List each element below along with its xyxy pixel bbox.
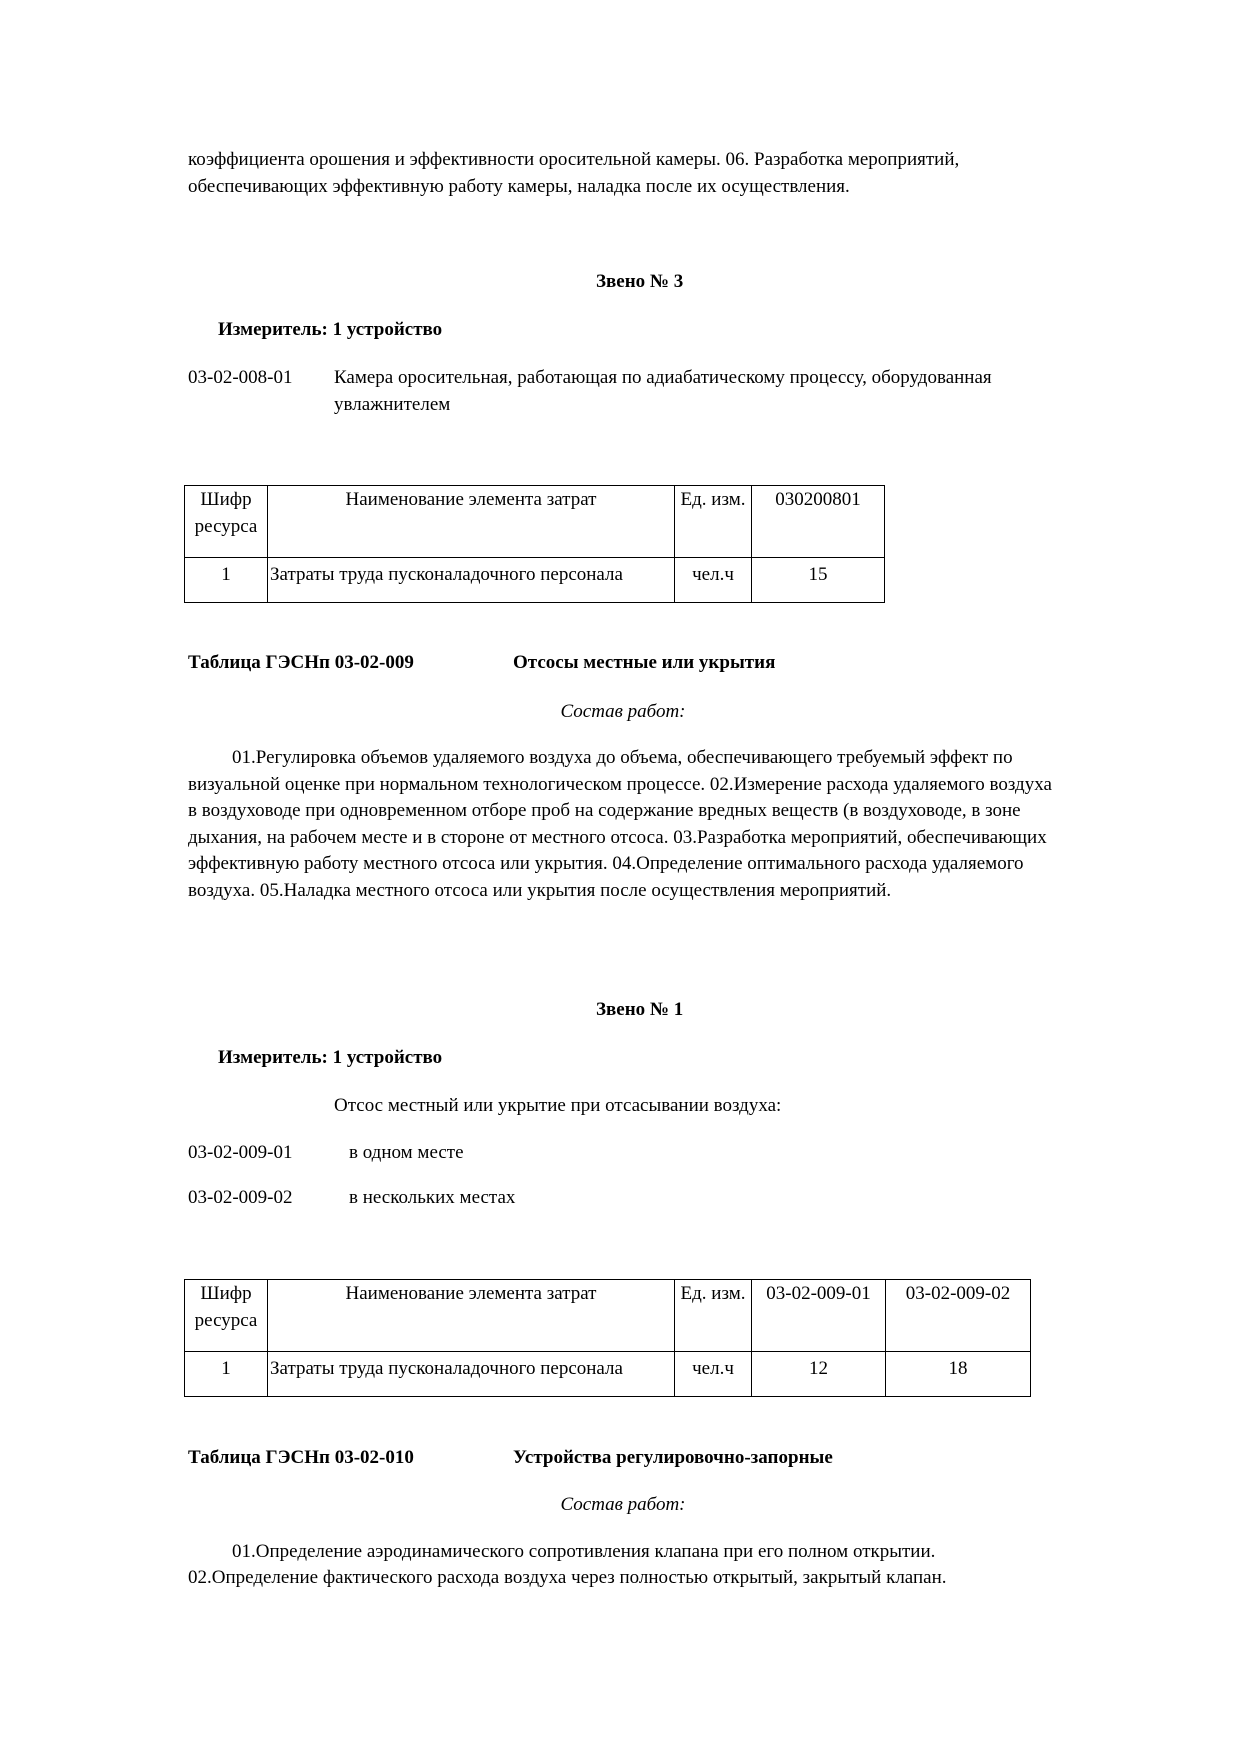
composition-label: Состав работ: xyxy=(560,1494,686,1515)
table-title: Отсосы местные или укрытия xyxy=(513,652,776,673)
table-cell: Затраты труда пусконаладочного персонала xyxy=(268,1352,675,1397)
table-row xyxy=(185,558,885,603)
table-label: Таблица ГЭСНп 03-02-010 xyxy=(188,1447,414,1468)
composition-paragraph: 01.Регулировка объемов удаляемого воздуха до объема, обеспечивающего требуемый эффект по визуальной оценке при нормальном технологическом процессе. 02.Измерение расхода удаляемого воздуха в воздуховоде при одновременном отборе проб на содержание вредных веществ (в воздуховоде, в зоне дыхания, на рабочем месте и в стороне от местного отсоса. 03.Разработка мероприятий, обеспечивающих эффективную работу местного отсоса или укрытия. 04.Определение оптимального расхода удаляемого воздуха. 05.Наладка местного отсоса или укрытия после осуществления мероприятий. xyxy=(188,747,1052,901)
table-label: Таблица ГЭСНп 03-02-009 xyxy=(188,652,414,673)
header-cell: 03-02-009-01 xyxy=(752,1280,886,1352)
table-cell: 1 xyxy=(185,558,268,603)
item-description: в нескольких местах xyxy=(349,1187,516,1208)
resource-table-03-02-009 xyxy=(184,1279,1031,1397)
table-title: Устройства регулировочно-запорные xyxy=(513,1447,833,1468)
item-description: в одном месте xyxy=(349,1142,464,1163)
composition-label: Состав работ: xyxy=(560,701,686,722)
zveno-heading: Звено № 3 xyxy=(596,271,684,292)
header-cell: Шифр ресурса xyxy=(185,486,268,558)
composition-line: 01.Определение аэродинамического сопротивления клапана при его полном открытии. xyxy=(232,1541,936,1562)
group-description: Отсос местный или укрытие при отсасывании воздуха: xyxy=(334,1095,782,1116)
item-code: 03-02-009-01 xyxy=(188,1142,293,1163)
header-cell: Ед. изм. xyxy=(675,1280,752,1352)
header-cell: Шифр ресурса xyxy=(185,1280,268,1352)
header-cell: Наименование элемента затрат xyxy=(268,1280,675,1352)
resource-table-030200801 xyxy=(184,485,885,603)
composition-line: 02.Определение фактического расхода воздуха через полностью открытый, закрытый клапан. xyxy=(188,1567,947,1588)
meter-label: Измеритель: 1 устройство xyxy=(218,1047,443,1068)
header-cell: Ед. изм. xyxy=(675,486,752,558)
item-description: Камера оросительная, работающая по адиабатическому процессу, оборудованная увлажнителем xyxy=(334,367,992,415)
item-code: 03-02-008-01 xyxy=(188,367,293,388)
item-code: 03-02-009-02 xyxy=(188,1187,293,1208)
meter-label: Измеритель: 1 устройство xyxy=(218,319,443,340)
table-header-row xyxy=(185,486,885,558)
table-cell: Затраты труда пусконаладочного персонала xyxy=(268,558,675,603)
table-cell: 12 xyxy=(752,1352,886,1397)
table-row xyxy=(185,1352,1031,1397)
table-cell: чел.ч xyxy=(675,1352,752,1397)
table-cell: чел.ч xyxy=(675,558,752,603)
table-cell: 15 xyxy=(752,558,885,603)
intro-paragraph: коэффициента орошения и эффективности оросительной камеры. 06. Разработка мероприятий, обеспечивающих эффективную работу камеры, наладка после их осуществления. xyxy=(188,149,960,197)
table-cell: 18 xyxy=(886,1352,1031,1397)
header-cell: 03-02-009-02 xyxy=(886,1280,1031,1352)
zveno-heading: Звено № 1 xyxy=(596,999,684,1020)
header-cell: Наименование элемента затрат xyxy=(268,486,675,558)
table-header-row xyxy=(185,1280,1031,1352)
header-cell: 030200801 xyxy=(752,486,885,558)
table-cell: 1 xyxy=(185,1352,268,1397)
